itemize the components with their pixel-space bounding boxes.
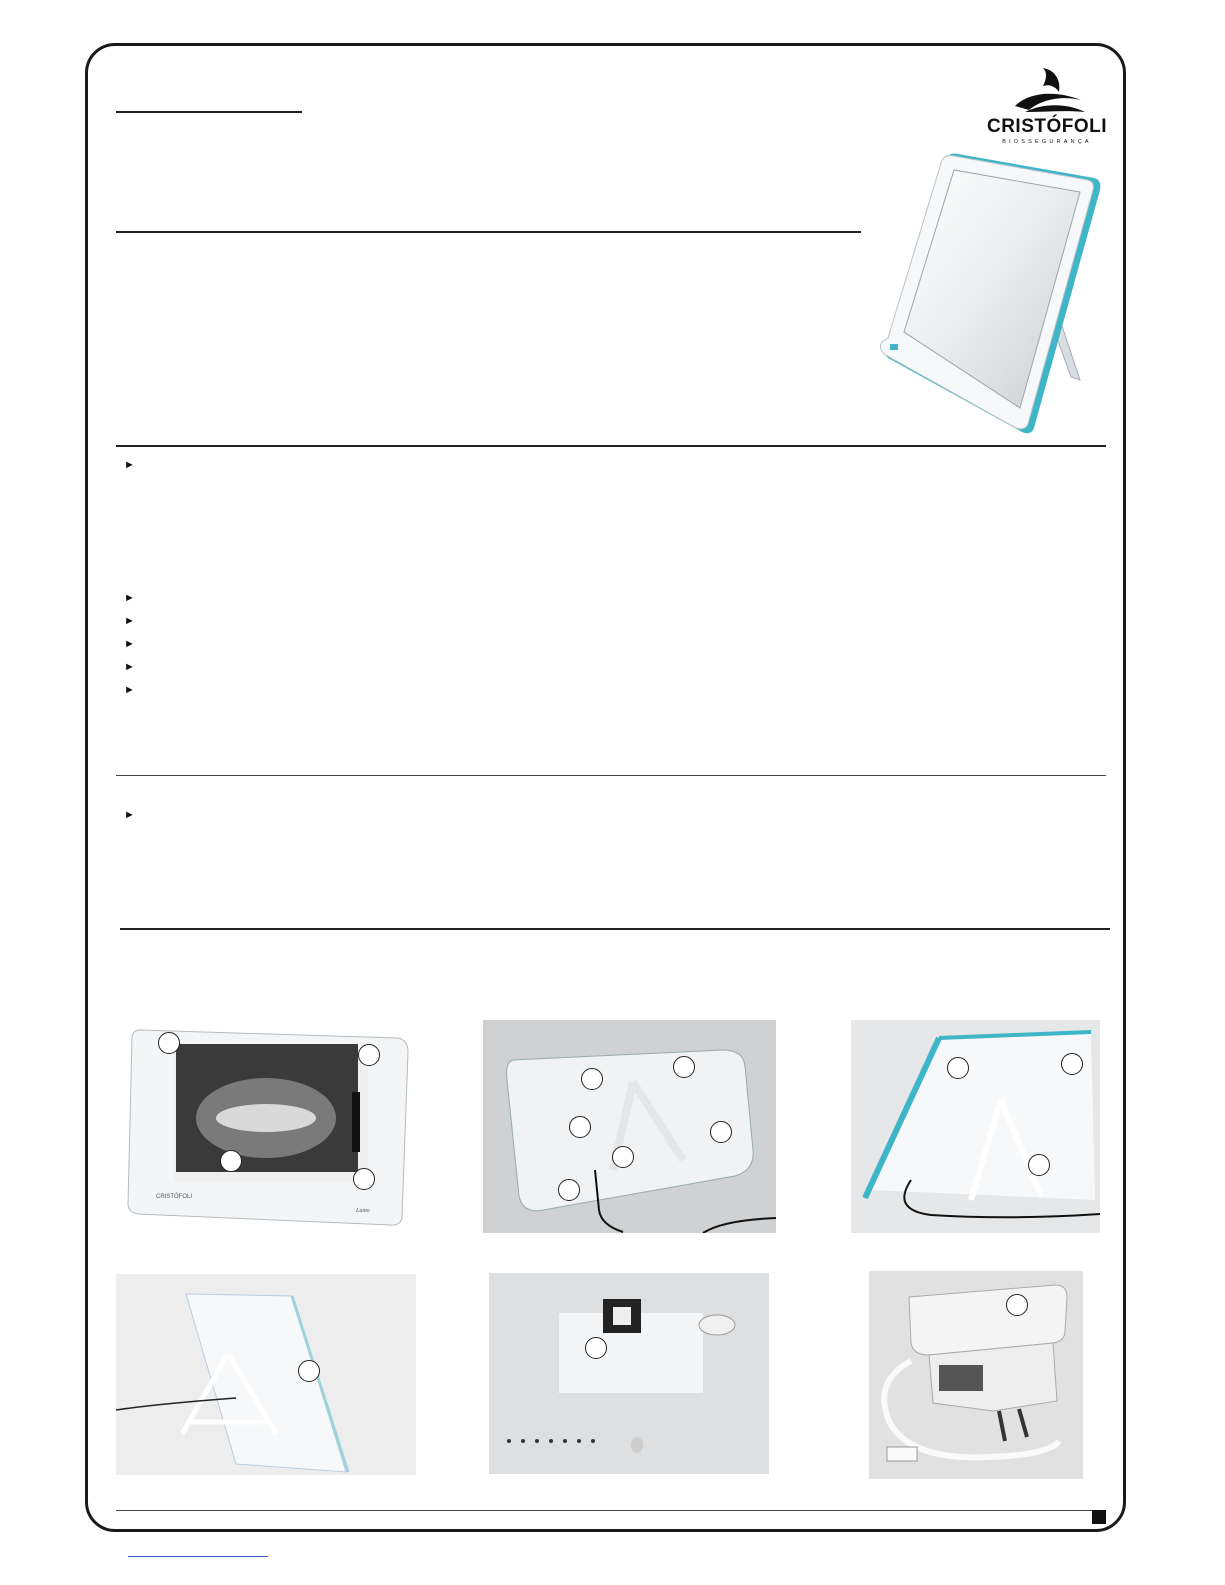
callout-9 xyxy=(612,1146,634,1168)
callout-11 xyxy=(947,1057,969,1079)
photo-device-label: Lumo xyxy=(356,1208,370,1214)
footer-underline-link[interactable] xyxy=(128,1556,268,1557)
callout-13 xyxy=(1028,1154,1050,1176)
connector-detail-illustration xyxy=(489,1273,769,1474)
callout-10 xyxy=(558,1179,580,1201)
bullet-5: ► xyxy=(124,661,135,673)
bullet-2: ► xyxy=(124,592,135,604)
photo-stand-view xyxy=(116,1274,416,1475)
photo-side-back-view xyxy=(851,1020,1100,1233)
section-rule-3 xyxy=(116,775,1106,776)
lightbox-back-illustration xyxy=(483,1020,776,1233)
callout-3 xyxy=(220,1150,242,1172)
bullet-7: ► xyxy=(124,809,135,821)
page-marker xyxy=(1092,1510,1106,1524)
photo-logo-text: CRISTÓFOLI xyxy=(156,1194,193,1200)
section-rule-4 xyxy=(120,928,1110,930)
callout-14 xyxy=(298,1360,320,1382)
logo-wordmark: CRISTÓFOLI xyxy=(986,116,1108,137)
cristofoli-logo-icon xyxy=(985,66,1109,118)
photo-connector-detail xyxy=(489,1273,769,1474)
callout-4 xyxy=(353,1168,375,1190)
bullet-1: ► xyxy=(124,459,135,471)
lightbox-side-illustration xyxy=(851,1020,1100,1233)
callout-2 xyxy=(358,1044,380,1066)
bullet-3: ► xyxy=(124,615,135,627)
photo-power-adapter xyxy=(869,1271,1083,1479)
callout-12 xyxy=(1061,1053,1083,1075)
brand-logo xyxy=(985,66,1109,150)
callout-15 xyxy=(585,1337,607,1359)
lightbox-stand-illustration xyxy=(116,1274,416,1475)
callout-1 xyxy=(158,1032,180,1054)
callout-7 xyxy=(569,1116,591,1138)
section-rule-1 xyxy=(116,231,861,233)
power-adapter-illustration xyxy=(869,1271,1083,1479)
photo-back-view xyxy=(483,1020,776,1233)
logo-tagline: BIOSSEGURANÇA xyxy=(1002,139,1092,145)
section-rule-2 xyxy=(116,445,1106,447)
title-underline xyxy=(116,111,302,113)
product-hero-image xyxy=(866,152,1110,442)
callout-6 xyxy=(673,1056,695,1078)
callout-16 xyxy=(1006,1294,1028,1316)
bullet-4: ► xyxy=(124,638,135,650)
footer-rule xyxy=(116,1510,1106,1511)
callout-8 xyxy=(710,1121,732,1143)
callout-5 xyxy=(581,1068,603,1090)
bullet-6: ► xyxy=(124,684,135,696)
photo-front-view xyxy=(120,1022,415,1227)
